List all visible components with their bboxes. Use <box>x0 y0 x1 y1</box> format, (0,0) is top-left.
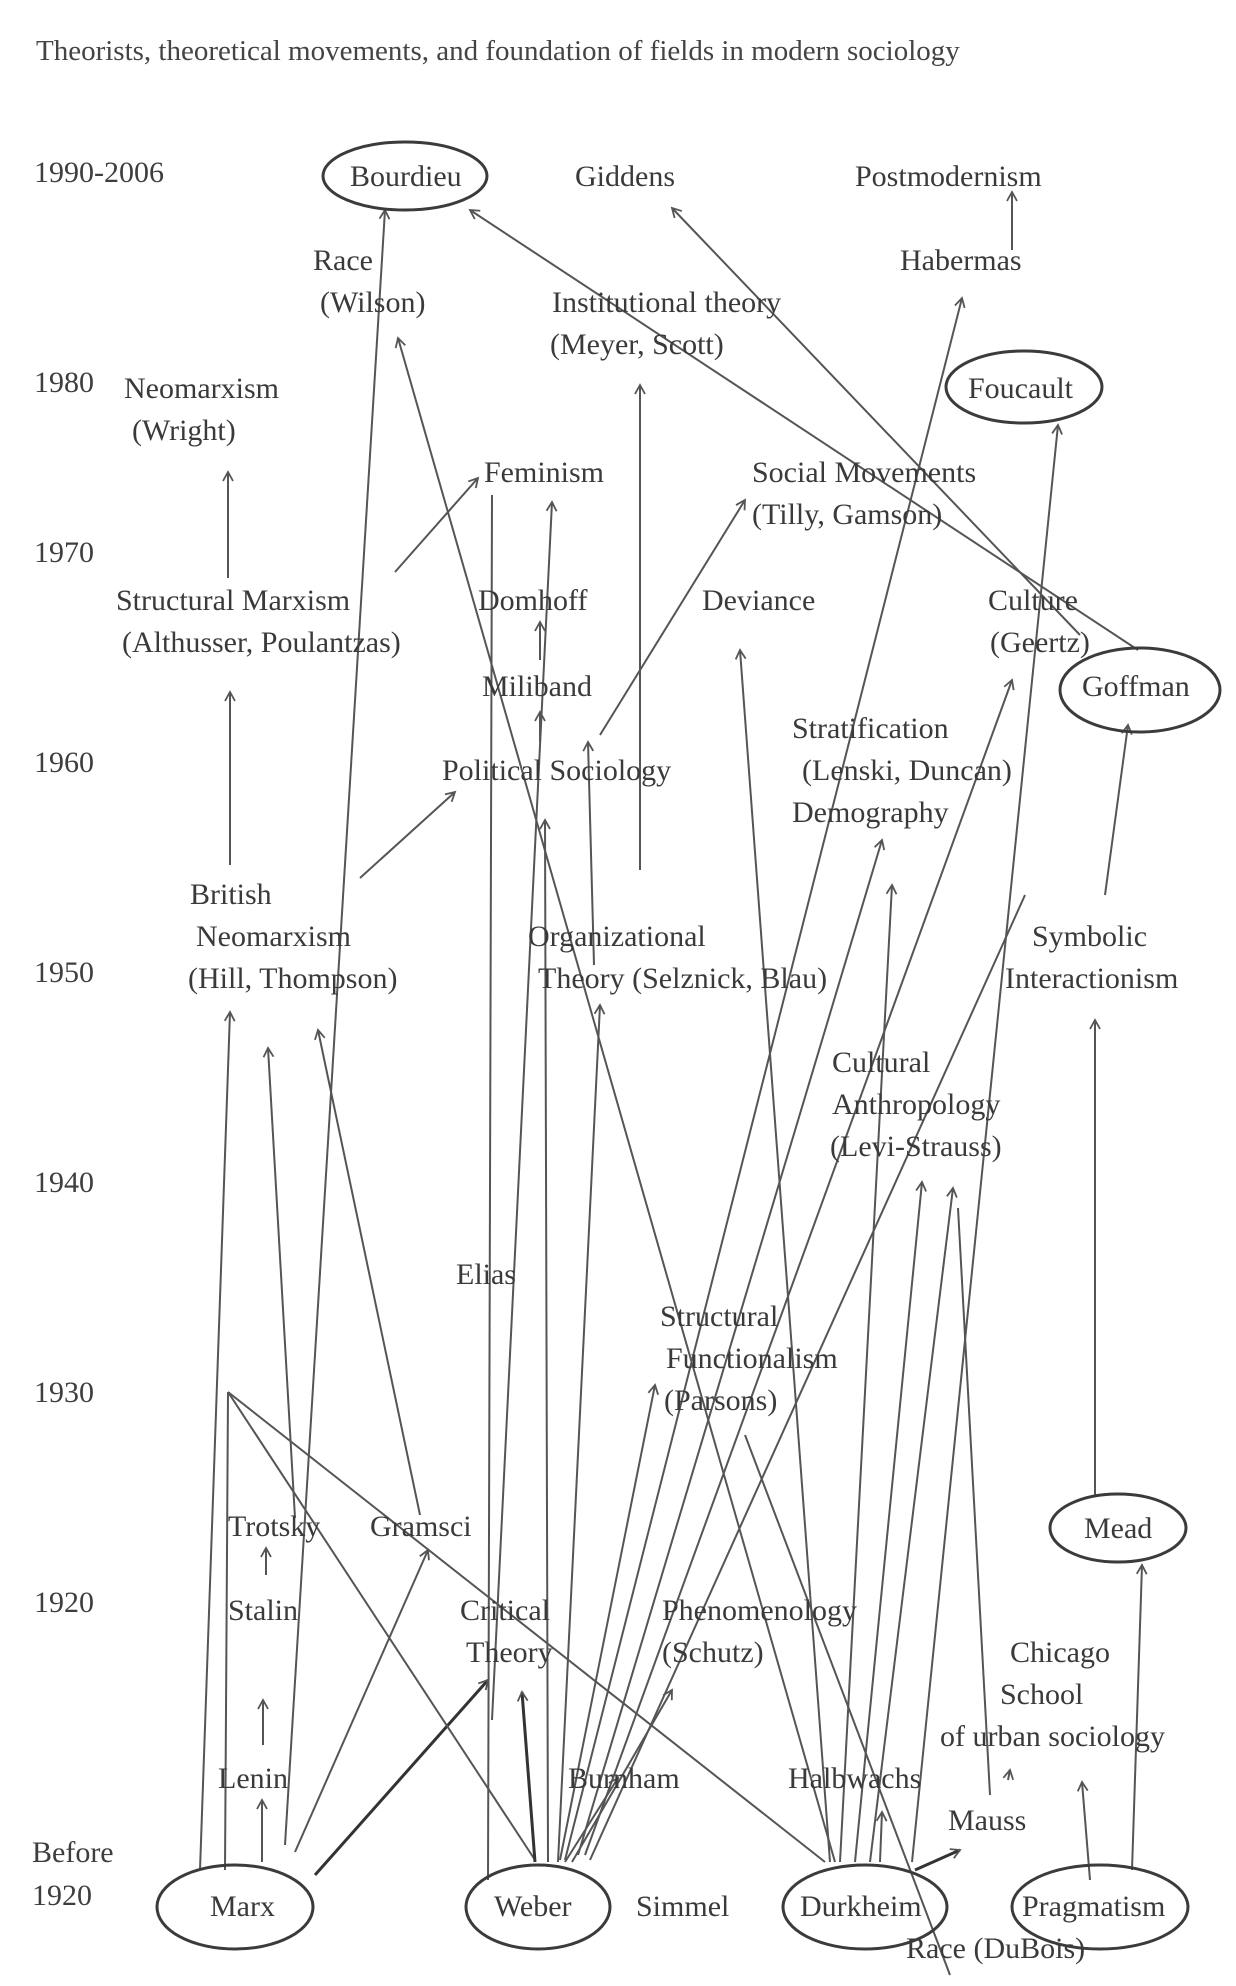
node-phenomenology-sub: (Schutz) <box>662 1636 764 1669</box>
arrow-political-social-movements <box>600 500 745 735</box>
year-label: 1960 <box>34 746 94 779</box>
arrow-pragmatism-mead <box>1132 1565 1142 1870</box>
year-label: 1990-2006 <box>34 156 164 189</box>
node-critical-theory: Critical <box>460 1594 550 1627</box>
node-social-movements: Social Movements <box>752 456 977 489</box>
arrow-durkheim-halbwachs <box>880 1812 882 1862</box>
node-stratification: Stratification <box>792 712 949 745</box>
node-british-neomarxism-sub: (Hill, Thompson) <box>188 962 398 995</box>
node-giddens: Giddens <box>575 160 675 193</box>
node-institutional-theory: Institutional theory <box>552 286 782 319</box>
node-chicago-school-mid: School <box>1000 1678 1084 1711</box>
node-simmel: Simmel <box>636 1890 730 1923</box>
node-race-wilson-sub: (Wilson) <box>320 286 426 319</box>
node-structural-marxism-sub: (Althusser, Poulantzas) <box>122 626 401 659</box>
node-neomarxism-sub: (Wright) <box>132 414 236 447</box>
node-symbolic-interactionism-sub: Interactionism <box>1005 962 1179 995</box>
node-structural-marxism: Structural Marxism <box>116 584 351 617</box>
year-label: 1920 <box>32 1879 92 1912</box>
node-symbolic-interactionism: Symbolic <box>1032 920 1148 953</box>
node-race-dubois: Race (DuBois) <box>906 1932 1086 1965</box>
node-culture-sub: (Geertz) <box>990 626 1090 659</box>
arrow-gramsci-british-neomarxism <box>318 1030 420 1515</box>
arrow-durkheim-deviance <box>740 650 830 1862</box>
node-cultural-anthropology-mid: Anthropology <box>832 1088 1001 1121</box>
arrow-political-feminism <box>395 478 478 572</box>
arrow-british-political-sociology <box>360 792 455 878</box>
year-label: 1980 <box>34 366 94 399</box>
arrow-mauss-cultural-anthro <box>958 1208 990 1795</box>
node-burnham: Burnham <box>568 1762 680 1795</box>
node-durkheim: Durkheim <box>800 1890 922 1923</box>
arrow-chicago-tick <box>1008 1770 1010 1780</box>
node-organizational-theory-sub: Theory (Selznick, Blau) <box>538 962 828 995</box>
diagram-title: Theorists, theoretical movements, and foundation of fields in modern sociology <box>36 35 960 67</box>
node-domhoff: Domhoff <box>478 584 588 617</box>
node-critical-theory-sub: Theory <box>466 1636 553 1669</box>
arrow-durkheim-race-wilson <box>398 338 835 1862</box>
node-lenin: Lenin <box>218 1762 288 1795</box>
node-structural-functionalism-mid: Functionalism <box>666 1342 838 1375</box>
arrow-hub-durkheim <box>228 1392 825 1862</box>
arrow-symbolic-goffman <box>1105 725 1128 895</box>
year-label: 1920 <box>34 1586 94 1619</box>
arrow-weber-symbolic <box>590 895 1025 1860</box>
node-habermas: Habermas <box>900 244 1022 277</box>
node-gramsci: Gramsci <box>370 1510 472 1543</box>
year-label: 1940 <box>34 1166 94 1199</box>
arrow-weber-organizational <box>558 1005 600 1862</box>
arrow-marx-critical-theory <box>315 1680 488 1875</box>
arrow-weber-culture <box>585 680 1012 1855</box>
year-label: 1950 <box>34 956 94 989</box>
node-political-sociology: Political Sociology <box>442 754 672 787</box>
node-marx: Marx <box>210 1890 275 1923</box>
arrow-trotsky-british-neomarxism <box>268 1048 295 1518</box>
node-chicago-school-sub: of urban sociology <box>940 1720 1165 1753</box>
arrow-durkheim-mauss <box>915 1850 960 1870</box>
node-pragmatism: Pragmatism <box>1022 1890 1166 1923</box>
year-label: Before <box>32 1836 114 1869</box>
node-british-neomarxism-mid: Neomarxism <box>196 920 351 953</box>
arrow-marx-bourdieu <box>285 210 385 1845</box>
arrow-weber-critical-theory <box>522 1692 535 1862</box>
node-feminism: Feminism <box>484 456 605 489</box>
node-goffman: Goffman <box>1082 670 1190 703</box>
node-cultural-anthropology-sub: (Levi-Strauss) <box>830 1130 1002 1163</box>
node-miliband: Miliband <box>482 670 592 703</box>
node-culture: Culture <box>988 584 1078 617</box>
node-social-movements-sub: (Tilly, Gamson) <box>752 498 943 531</box>
node-structural-functionalism: Structural <box>660 1300 779 1333</box>
node-race-wilson: Race <box>313 244 373 277</box>
node-demography: Demography <box>792 796 949 829</box>
node-british-neomarxism: British <box>190 878 272 911</box>
node-neomarxism: Neomarxism <box>124 372 279 405</box>
node-chicago-school: Chicago <box>1010 1636 1110 1669</box>
node-trotsky: Trotsky <box>228 1510 321 1543</box>
node-deviance: Deviance <box>702 584 816 617</box>
node-foucault: Foucault <box>968 372 1073 405</box>
arrow-marx-1930-hub <box>225 1392 228 1870</box>
node-mauss: Mauss <box>948 1804 1027 1837</box>
node-labels <box>116 160 1190 1965</box>
node-weber: Weber <box>494 1890 572 1923</box>
node-phenomenology: Phenomenology <box>662 1594 857 1627</box>
node-elias: Elias <box>456 1258 516 1291</box>
node-organizational-theory: Organizational <box>528 920 706 953</box>
arrow-durkheim-stratification <box>840 885 892 1862</box>
node-postmodernism: Postmodernism <box>855 160 1042 193</box>
node-institutional-theory-sub: (Meyer, Scott) <box>550 328 724 361</box>
node-cultural-anthropology: Cultural <box>832 1046 931 1079</box>
year-label: 1930 <box>34 1376 94 1409</box>
node-stratification-sub: (Lenski, Duncan) <box>802 754 1012 787</box>
node-mead: Mead <box>1084 1512 1153 1545</box>
node-stalin: Stalin <box>228 1594 299 1627</box>
node-structural-functionalism-sub: (Parsons) <box>664 1384 778 1417</box>
year-label: 1970 <box>34 536 94 569</box>
node-bourdieu: Bourdieu <box>350 160 462 193</box>
node-halbwachs: Halbwachs <box>788 1762 922 1795</box>
